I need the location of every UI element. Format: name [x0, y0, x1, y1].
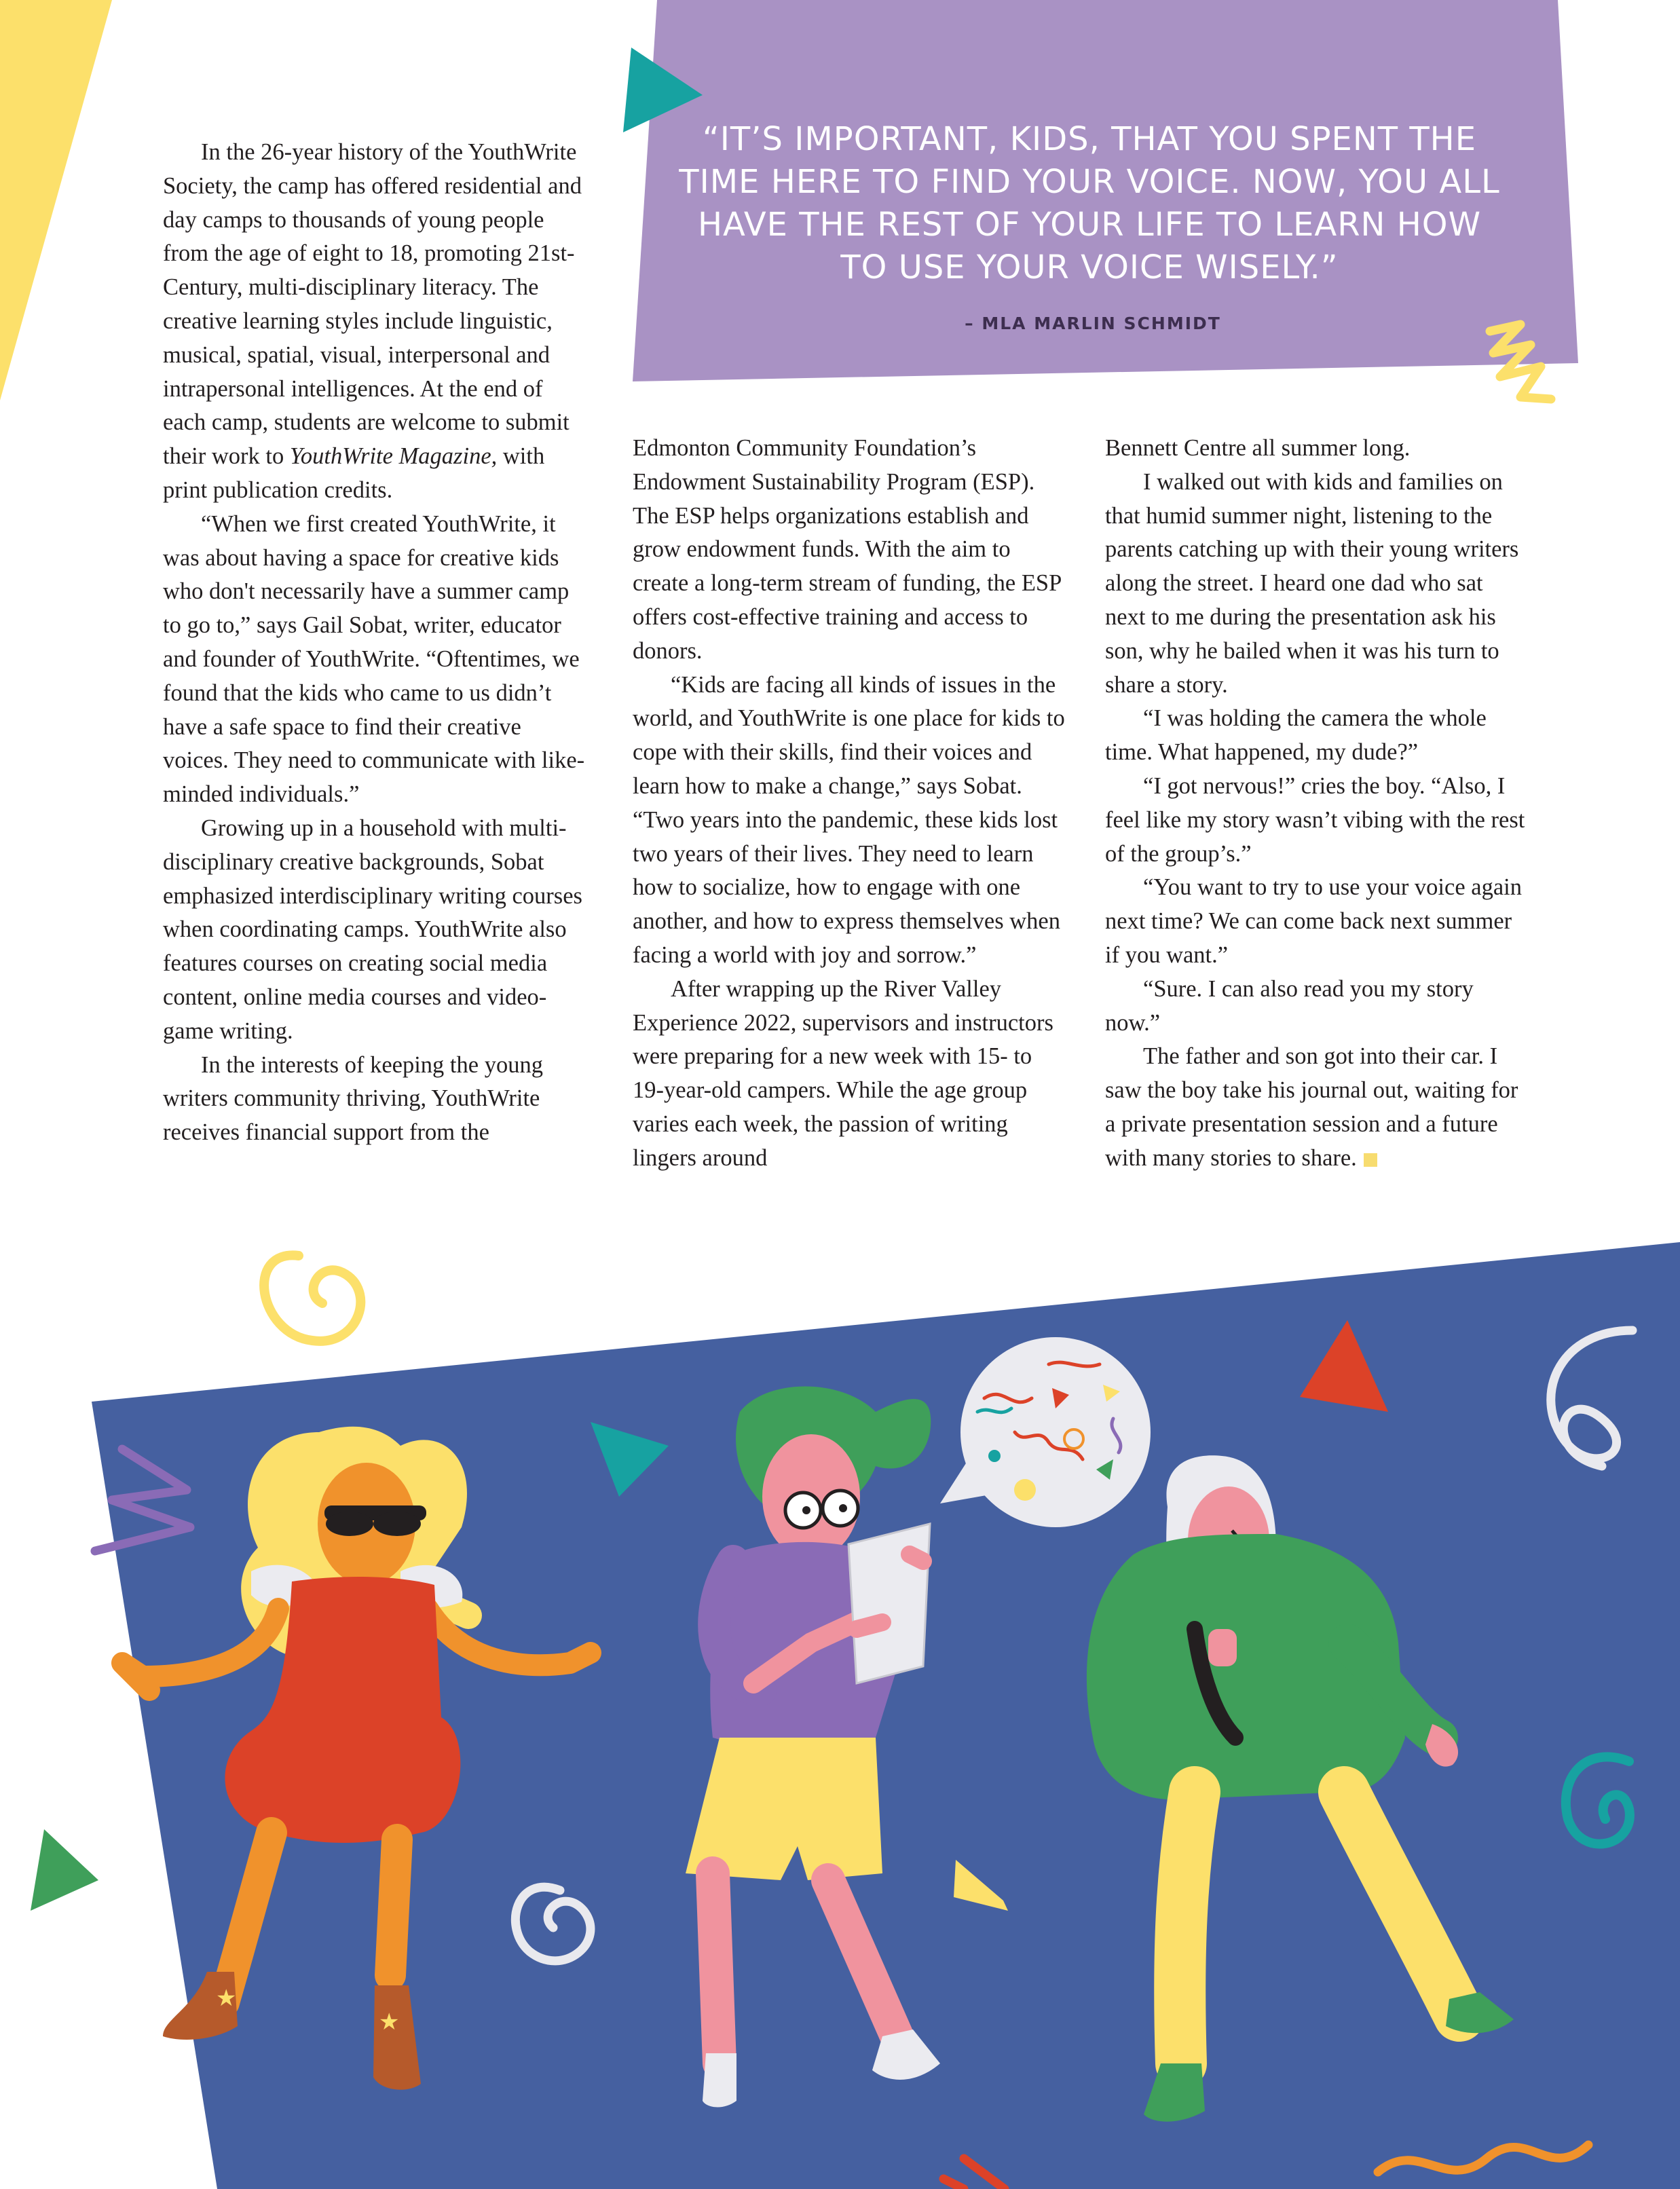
article-paragraph: Edmonton Community Foundation’s Endowment Sustainability Program (ESP). The ESP helps organizations establish and grow endowment funds. With the aim to create a long-term stream of funding, the ESP offers cost-effective training and access to donors.	[633, 435, 1062, 664]
svg-text:★: ★	[379, 2010, 400, 2035]
article-paragraph: In the 26-year history of the YouthWrite Society, the camp has offered residential and day camps to thousands of young people from the age of eight to 18, promoting 21st-Century, multi-disciplinary literacy. The creative learning styles include linguistic, musical, spatial, visual, interpersonal and intrapersonal intelligences. At the end of each camp, students are welcome to submit their work to YouthWrite Magazine, with print publication credits.	[163, 139, 582, 503]
end-of-article-mark	[1364, 1153, 1377, 1167]
article-paragraph: “Sure. I can also read you my story now.”	[1105, 975, 1474, 1036]
article-paragraph: The father and son got into their car. I saw the boy take his journal out, waiting for a private presentation session and a future with many stories to share.	[1105, 1043, 1518, 1171]
yellow-spiral-decor	[264, 1255, 360, 1341]
pull-quote: “IT’S IMPORTANT, KIDS, THAT YOU SPENT THE TIME HERE TO FIND YOUR VOICE. NOW, YOU ALL HAVE THE REST OF YOUR LIFE TO LEARN HOW TO USE YOUR VOICE WISELY.”	[679, 120, 1500, 286]
article-paragraph: In the interests of keeping the young writers community thriving, YouthWrite receives financial support from the	[163, 1051, 543, 1146]
paper-sheet	[848, 1524, 930, 1683]
article-column-3	[1105, 432, 1526, 1176]
article-paragraph: Growing up in a household with multi-disciplinary creative backgrounds, Sobat emphasized interdisciplinary writing courses when coordinating camps. YouthWrite also features courses on creating social media content, online media courses and video-game writing.	[163, 815, 582, 1044]
quote-attribution: – MLA MARLIN SCHMIDT	[965, 314, 1221, 333]
svg-text:★: ★	[216, 1986, 237, 2011]
article-paragraph: “I got nervous!” cries the boy. “Also, I feel like my story wasn’t vibing with the rest of the group’s.”	[1105, 772, 1525, 867]
magazine-title: YouthWrite Magazine,	[289, 443, 498, 470]
article-paragraph: “Kids are facing all kinds of issues in the world, and YouthWrite is one place for kids to cope with their skills, find their voices and learn how to make a change,” says Sobat. “Two years into the pandemic, these kids lost two years of their lives. They need to learn how to socialize, how to engage with one another, and how to express themselves when facing a world with joy and sorrow.”	[633, 671, 1065, 968]
article-column-2	[633, 432, 1067, 1176]
article-paragraph: Bennett Centre all summer long.	[1105, 435, 1411, 461]
article-paragraph: “You want to try to use your voice again next time? We can come back next summer if you want.”	[1105, 874, 1522, 968]
article-paragraph: “I was holding the camera the whole time. What happened, my dude?”	[1105, 705, 1487, 766]
article-paragraph: After wrapping up the River Valley Experience 2022, supervisors and instructors were preparing for a new week with 15- to 19-year-old campers. While the age group varies each week, the passion of writing lingers around	[633, 975, 1053, 1171]
speech-bubble	[960, 1337, 1151, 1527]
article-column-1	[163, 136, 587, 1150]
article-paragraph: “When we first created YouthWrite, it was about having a space for creative kids who don't necessarily have a summer camp to go to,” says Gail Sobat, writer, educator and founder of YouthWrite. “Oftentimes, we found that the kids who came to us didn’t have a safe space to find their creative voices. They need to communicate with like-minded individuals.”	[163, 510, 585, 808]
green-triangle-decor	[31, 1829, 98, 1911]
yellow-corner-shape	[0, 0, 112, 400]
article-paragraph: I walked out with kids and families on that humid summer night, listening to the parents catching up with their young writers along the street. I heard one dad who sat next to me during the presentation ask his son, why he bailed when it was his turn to share a story.	[1105, 468, 1519, 698]
